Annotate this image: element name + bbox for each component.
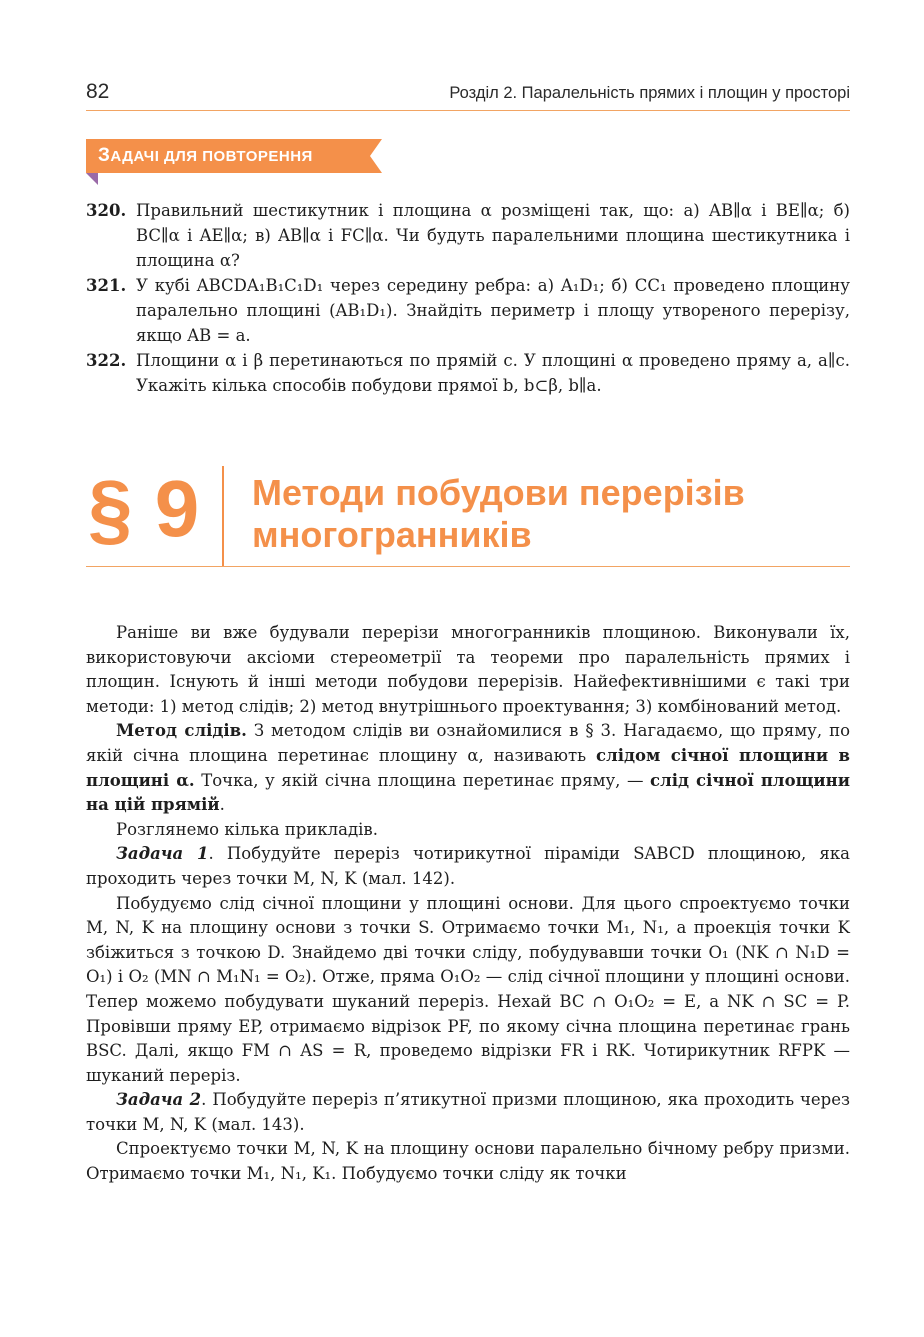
section-title-line-1: Методи побудови перерізів [252, 472, 745, 513]
section-mark: § 9 [88, 464, 200, 553]
paragraph-trace-method: Метод слідів. З методом слідів ви ознайомилися в § 3. Нагадаємо, що пряму, по якій січна площина перетинає площину α, називають слідом січної площини в площині α. Точка, у якій січна площина перетинає пряму, — слід січної площини на цій прямій. [86, 721, 851, 815]
page-number: 82 [86, 80, 110, 103]
exercise-text: Правильний шестикутник і площина α розміщені так, що: а) AB∥α і BE∥α; б) BC∥α і AE∥α; в) AB∥α і FC∥α. Чи будуть паралельними площина шестикутника і площина α? [136, 201, 850, 270]
exercise-number: 321. [86, 276, 127, 295]
paragraph-task-1-solution: Побудуємо слід січної площини у площині основи. Для цього спроектуємо точки M, N, K на площину основи з точки S. Отримаємо точки M₁, N₁, а проекція точки K збіжиться з точкою D. Знайдемо дві точки сліду, побудувавши точки O₁ (NK ∩ N₁D = O₁) і O₂ (MN ∩ M₁N₁ = O₂). Отже, пряма O₁O₂ — слід січної площини у площині основи. Тепер можемо побудувати шуканий переріз. Нехай BC ∩ O₁O₂ = E, а NK ∩ SC = P. Провівши пряму EP, отримаємо відрізок PF, по якому січна площина перетинає грань BSC. Далі, якщо FM ∩ AS = R, проведемо відрізки FR і RK. Чотирикутник RFPK — шуканий переріз. [86, 893, 850, 1085]
exercise-list [86, 198, 850, 398]
banner-title: ЗАДАЧІ ДЛЯ ПОВТОРЕННЯ [98, 145, 313, 166]
paragraph-task-1: Задача 1. Побудуйте переріз чотирикутної піраміди SABCD площиною, яка проходить через точки M, N, K (мал. 142). [86, 844, 850, 888]
paragraph-intro: Раніше ви вже будували перерізи многогранників площиною. Виконували їх, використовуючи аксіоми стереометрії та теореми про паралельність прямих і площин. Існують й інші методи побудови перерізів. Найефективнішими є такі три методи: 1) метод слідів; 2) метод внутрішнього проектування; 3) комбінований метод. [86, 623, 850, 716]
paragraph-task-2: Задача 2. Побудуйте переріз п’ятикутної призми площиною, яка проходить через точки M, N, K (мал. 143). [86, 1090, 850, 1134]
section-title-line-2: многогранників [252, 514, 532, 555]
exercise-number: 322. [86, 351, 127, 370]
task-2-title: Задача 2 [116, 1090, 202, 1110]
banner-fold-shape [86, 173, 98, 185]
paragraph-examples: Розглянемо кілька прикладів. [116, 819, 378, 839]
exercise-321 [86, 273, 850, 348]
exercise-322 [86, 348, 850, 398]
paragraph-task-2-solution: Спроектуємо точки M, N, K на площину основи паралельно бічному ребру призми. Отримаємо точки M₁, N₁, K₁. Побудуємо точки сліду як точки [86, 1139, 850, 1184]
exercise-number: 320. [86, 201, 127, 220]
section-divider [222, 466, 224, 566]
method-lead: Метод слідів. [116, 721, 247, 741]
running-header [86, 80, 850, 111]
exercise-text: У кубі ABCDA₁B₁C₁D₁ через середину ребра: а) A₁D₁; б) CC₁ проведено площину паралельно площині (AB₁D₁). Знайдіть периметр і площу утвореного перерізу, якщо AB = a. [136, 276, 850, 345]
review-tasks-banner [86, 139, 382, 173]
section-body [86, 621, 850, 1187]
term-trace-on-line: слід січної площини на цій прямій [86, 770, 850, 815]
section-heading [86, 462, 850, 567]
task-1-title: Задача 1 [116, 844, 209, 864]
section-title [252, 472, 852, 556]
term-trace-in-plane: слідом січної площини в площині α. [86, 745, 850, 790]
exercise-text: Площини α і β перетинаються по прямій c. У площині α проведено пряму a, a∥c. Укажіть кілька способів побудови прямої b, b⊂β, b∥a. [136, 351, 850, 395]
exercise-320 [86, 198, 850, 273]
running-title: Розділ 2. Паралельність прямих і площин у просторі [449, 84, 850, 102]
